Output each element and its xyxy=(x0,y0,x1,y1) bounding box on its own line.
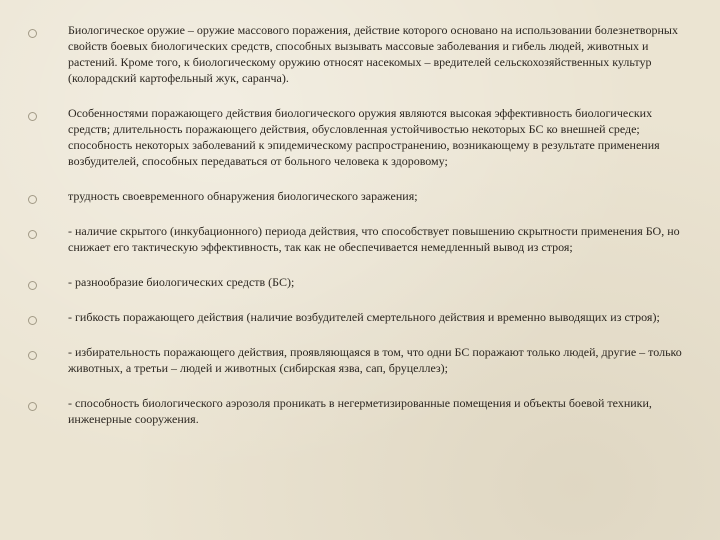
bullet-item xyxy=(28,274,688,290)
circle-bullet-icon xyxy=(28,29,37,38)
circle-bullet-icon xyxy=(28,230,37,239)
circle-bullet-icon xyxy=(28,112,37,121)
bullet-list xyxy=(28,22,688,427)
bullet-item xyxy=(28,309,688,325)
bullet-item xyxy=(28,188,688,204)
bullet-text: - гибкость поражающего действия (наличие возбудителей смертельного действия и временно выводящих из строя); xyxy=(68,310,660,324)
bullet-text: - наличие скрытого (инкубационного) периода действия, что способствует повышению скрытности применения БО, но снижает его тактическую эффективность, так как не обеспечивается немедленный вывод из строя; xyxy=(68,224,680,254)
bullet-item xyxy=(28,344,688,376)
bullet-text: Особенностями поражающего действия биологического оружия являются высокая эффективность биологических средств; длительность поражающего действия, обусловленная устойчивостью некоторых БС ко внешней среде; способность некоторых заболеваний к эпидемическому распространению, возникающему в результате применения возбудителей, способных передаваться от больного человека к здоровому; xyxy=(68,106,660,168)
circle-bullet-icon xyxy=(28,316,37,325)
bullet-text: - избирательность поражающего действия, проявляющаяся в том, что одни БС поражают только людей, другие – только животных, а третьи – людей и животных (сибирская язва, сап, бруцеллез); xyxy=(68,345,682,375)
bullet-text: - разнообразие биологических средств (БС); xyxy=(68,275,295,289)
bullet-item xyxy=(28,22,688,86)
circle-bullet-icon xyxy=(28,402,37,411)
circle-bullet-icon xyxy=(28,351,37,360)
bullet-item xyxy=(28,223,688,255)
bullet-item xyxy=(28,105,688,169)
bullet-text: трудность своевременного обнаружения биологического заражения; xyxy=(68,189,418,203)
bullet-item xyxy=(28,395,688,427)
circle-bullet-icon xyxy=(28,281,37,290)
circle-bullet-icon xyxy=(28,195,37,204)
bullet-text: Биологическое оружие – оружие массового поражения, действие которого основано на использовании болезнетворных свойств боевых биологических средств, способных вызывать массовые заболевания и гибель людей, животных и растений. Кроме того, к биологическому оружию относят насекомых – вредителей сельскохозяйственных культур (колорадский картофельный жук, саранча). xyxy=(68,23,678,85)
bullet-text: - способность биологического аэрозоля проникать в негерметизированные помещения и объекты боевой техники, инженерные сооружения. xyxy=(68,396,652,426)
